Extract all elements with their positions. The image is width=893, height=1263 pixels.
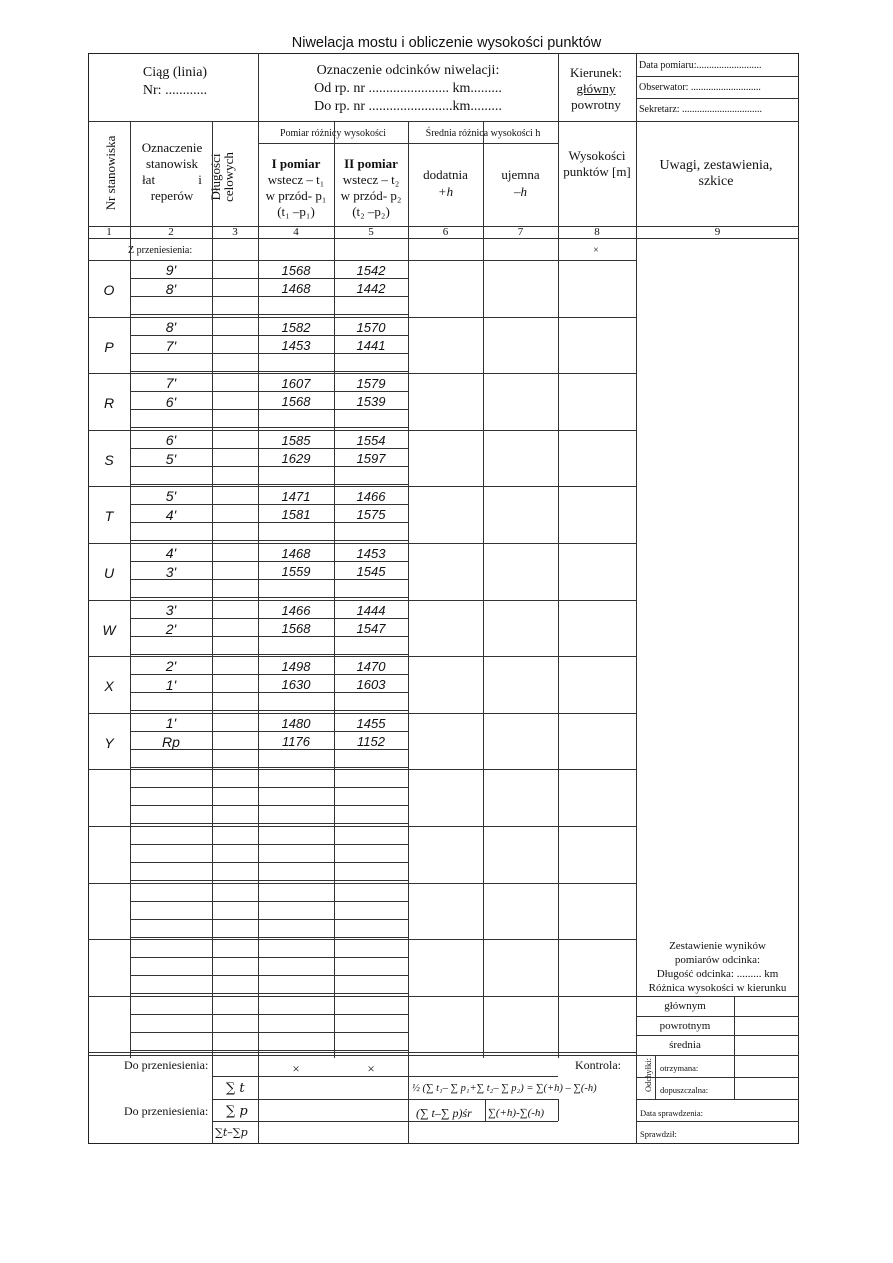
do-przeniesienia-mark-4: × (292, 1061, 300, 1076)
grid-line (408, 1121, 558, 1122)
measurement-value: 1466 (356, 489, 386, 505)
station-nr: P (104, 338, 114, 355)
grid-line (483, 121, 484, 1058)
measurement-value: 1581 (281, 507, 311, 523)
measurement-value: 1176 (282, 733, 310, 749)
measurement-value: 1582 (281, 319, 311, 335)
summary-powrotnym: powrotnym (659, 1020, 711, 1032)
grid-line (636, 1077, 799, 1078)
kierunek-label: Kierunek: (570, 65, 622, 80)
grid-line (212, 121, 213, 1058)
grid-line (88, 656, 636, 657)
station-point: 8' (165, 281, 177, 297)
station-point: Rp (162, 733, 180, 750)
measurement-value: 1539 (356, 394, 386, 410)
measurement-value: 1585 (281, 432, 311, 448)
station-point: 3' (165, 564, 177, 580)
grid-line (130, 937, 408, 938)
grid-line (130, 674, 408, 675)
measurement-value: 1441 (356, 337, 386, 353)
station-nr: R (103, 395, 115, 412)
measurement-value: 1444 (356, 602, 386, 618)
grid-line (334, 121, 335, 1058)
grid-line (88, 317, 636, 318)
station-point: 2' (165, 658, 177, 675)
grid-line (130, 371, 408, 372)
measurement-value: 1597 (356, 450, 386, 466)
measurement-value: 1152 (357, 733, 385, 749)
grid-line (130, 919, 408, 920)
grid-line (130, 731, 408, 732)
station-point: 7' (165, 337, 177, 354)
station-point: 4' (165, 507, 177, 524)
col-wysokosci: Wysokości punktów [m] (563, 148, 631, 179)
measurement-value: 1545 (356, 564, 386, 579)
leveling-form (88, 53, 799, 1144)
grid-line (88, 883, 636, 884)
grid-line (130, 278, 408, 279)
col-dodatnia: dodatnia (423, 167, 468, 182)
station-point: 6' (165, 394, 177, 411)
odcinki-title: Oznaczenie odcinków niwelacji: (316, 63, 500, 78)
station-point: 9' (165, 262, 177, 278)
measurement-value: 1471 (281, 489, 311, 505)
col-oznaczenie (130, 140, 214, 204)
col-i-pomiar-l2: w przód- p₁ (265, 188, 327, 203)
do-przeniesienia-label-1: Do przeniesienia: (124, 1058, 209, 1072)
grid-line (558, 121, 559, 1058)
col-i-pomiar-l3: (t₁ –p₁) (277, 204, 315, 219)
kontrola-label: Kontrola: (575, 1058, 621, 1072)
station-point: 3' (165, 601, 177, 618)
col-uwagi: Uwagi, zestawienia, szkice (659, 158, 773, 189)
sprawdzil-label: Sprawdził: (640, 1129, 677, 1139)
col-ujemna: ujemna (501, 167, 540, 182)
sum-t: ∑ t (226, 1081, 245, 1096)
grid-line (88, 373, 636, 374)
measurement-value: 1568 (281, 620, 311, 636)
measurement-value: 1480 (281, 715, 311, 731)
grid-line (88, 826, 636, 827)
station-point: 1' (165, 714, 177, 731)
measurement-value: 1498 (281, 659, 311, 675)
ciag-nr: Nr: ............ (142, 83, 208, 98)
station-nr: X (104, 678, 114, 695)
grid-line (130, 767, 408, 768)
control-formula-2b: ∑(+h)-∑(-h) (488, 1107, 545, 1119)
sum-p: ∑ p (226, 1104, 248, 1119)
do-przeniesienia-mark-5: × (367, 1061, 375, 1076)
grid-line (88, 121, 799, 122)
grid-line (130, 805, 408, 806)
col-dodatnia-sign: +h (437, 184, 454, 199)
col-ii-pomiar-l2: w przód- p₂ (340, 188, 402, 203)
grid-line (636, 1035, 799, 1036)
measurement-value: 1470 (356, 659, 386, 675)
page-title: Niwelacja mostu i obliczenie wysokości punktów (291, 35, 602, 51)
station-point: 5' (165, 488, 177, 505)
column-number: 5 (368, 226, 374, 238)
col-ii-pomiar-l1: wstecz – t₂ (342, 172, 400, 187)
kierunek-powrotny: powrotny (571, 97, 621, 112)
grid-line (88, 769, 636, 770)
measurement-value: 1629 (281, 450, 311, 466)
otrzymana-label: otrzymana: (660, 1063, 699, 1073)
measurement-value: 1468 (281, 546, 311, 561)
col-nr-stanowiska: Nr stanowiska (103, 135, 118, 211)
ciag-label: Ciąg (linia) (142, 65, 208, 80)
pomiar-group-header: Pomiar różnicy wysokości (279, 128, 387, 139)
grid-line (130, 618, 408, 619)
grid-line (636, 996, 799, 997)
grid-line (130, 975, 408, 976)
col-ii-pomiar-l3: (t₂ –p₂) (352, 204, 390, 219)
grid-line (130, 314, 408, 315)
measurement-value: 1607 (281, 376, 311, 392)
grid-line (130, 484, 408, 485)
station-nr: T (104, 508, 114, 525)
measurement-value: 1568 (281, 263, 311, 278)
station-nr: W (102, 621, 116, 638)
grid-line (130, 504, 408, 505)
column-number: 3 (232, 226, 238, 238)
measurement-value: 1442 (356, 281, 386, 296)
grid-line (558, 53, 559, 121)
measurement-value: 1468 (281, 281, 311, 296)
summary-l4: Różnica wysokości w kierunku (648, 982, 787, 994)
measurement-value: 1466 (281, 602, 311, 618)
sum-t-minus-p: ∑t–∑p (215, 1126, 248, 1139)
station-point: 4' (165, 545, 177, 561)
z-przeniesienia-label: Z przeniesienia: (128, 245, 193, 256)
summary-glownym: głównym (664, 1000, 706, 1012)
grid-line (130, 787, 408, 788)
grid-line (88, 260, 636, 261)
measurement-value: 1554 (356, 432, 386, 448)
grid-line (130, 561, 408, 562)
column-number: 9 (714, 226, 721, 238)
station-point: 6' (165, 431, 177, 448)
grid-line (130, 862, 408, 863)
grid-line (130, 448, 408, 449)
station-point: 1' (165, 677, 177, 694)
grid-line (636, 98, 799, 99)
grid-line (130, 1032, 408, 1033)
measurement-value: 1568 (281, 394, 311, 410)
grid-line (636, 121, 637, 1058)
grid-line (408, 1099, 558, 1100)
measurement-value: 1630 (281, 677, 311, 693)
station-point: 2' (165, 620, 177, 637)
grid-line (88, 939, 636, 940)
measurement-value: 1579 (356, 376, 386, 392)
grid-line (130, 427, 408, 428)
grid-line (130, 335, 408, 336)
measurement-value: 1542 (356, 263, 386, 278)
grid-line (88, 430, 636, 431)
grid-line (88, 226, 799, 227)
grid-line (130, 880, 408, 881)
do-rp: Do rp. nr ........................km......... (314, 99, 502, 114)
measurement-value: 1547 (356, 620, 386, 636)
control-formula-1: ½ (∑ t₁– ∑ p₁+∑ t₂– ∑ p₂) = ∑(+h) – ∑(-h) (412, 1083, 597, 1094)
grid-line (636, 53, 637, 121)
col-i-pomiar-title: I pomiar (271, 156, 321, 171)
grid-line (258, 53, 259, 121)
grid-line (88, 238, 799, 239)
grid-line (130, 710, 408, 711)
dopuszczalna-label: dopuszczalna: (660, 1085, 709, 1095)
col-oznaczenie-text: Oznaczenie stanowisk łat i reperów (141, 140, 203, 203)
grid-line (130, 957, 408, 958)
measurement-value: 1453 (356, 546, 386, 561)
grid-line (636, 1099, 799, 1100)
grid-line (130, 993, 408, 994)
summary-srednia: średnia (669, 1039, 701, 1051)
grid-line (212, 1121, 408, 1122)
grid-line (130, 1014, 408, 1015)
data-pomiaru-field: Data pomiaru:.......................... (639, 60, 762, 71)
grid-line (88, 1055, 799, 1056)
obserwator-field: Obserwator: ............................ (639, 82, 761, 93)
kierunek-glowny: główny (576, 81, 616, 96)
grid-line (88, 486, 636, 487)
grid-line (130, 901, 408, 902)
grid-line (130, 823, 408, 824)
column-number: 8 (594, 226, 600, 238)
measurement-value: 1603 (356, 677, 386, 693)
od-rp: Od rp. nr ....................... km......... (314, 81, 502, 96)
grid-line (734, 1055, 735, 1099)
measurement-value: 1455 (356, 715, 386, 731)
column-number: 7 (517, 226, 524, 238)
sekretarz-field: Sekretarz: ................................ (639, 104, 763, 115)
grid-line (258, 121, 259, 1058)
grid-line (88, 713, 636, 714)
grid-line (130, 1050, 408, 1051)
station-nr: Y (104, 734, 114, 751)
summary-l3: Długość odcinka: ......... km (656, 968, 779, 980)
column-number: 6 (442, 226, 449, 238)
grid-line (88, 543, 636, 544)
grid-line (130, 540, 408, 541)
odchylki-label: Odchyłki: (643, 1058, 653, 1092)
measurement-value: 1453 (281, 337, 311, 353)
do-przeniesienia-label-2: Do przeniesienia: (124, 1104, 209, 1118)
z-przeniesienia-mark: × (593, 245, 599, 256)
grid-line (485, 1099, 486, 1121)
grid-line (636, 1121, 799, 1122)
grid-line (88, 996, 636, 997)
grid-line (130, 654, 408, 655)
station-point: 7' (165, 375, 177, 392)
grid-line (558, 1099, 559, 1121)
grid-line (130, 597, 408, 598)
grid-line (636, 1016, 799, 1017)
grid-line (130, 844, 408, 845)
grid-line (734, 996, 735, 1055)
col-dlugosci: Długości celowych (208, 152, 236, 202)
measurement-value: 1570 (356, 319, 386, 335)
grid-line (88, 600, 636, 601)
grid-line (130, 391, 408, 392)
grid-line (636, 76, 799, 77)
col-ujemna-sign: –h (514, 184, 527, 199)
measurement-value: 1559 (281, 564, 311, 579)
summary-l2: pomiarów odcinka: (674, 954, 761, 966)
srednia-group-header: Średnia różnica wysokości h (425, 128, 541, 139)
measurement-value: 1575 (356, 507, 386, 523)
summary-l1: Zestawienie wyników (669, 940, 766, 952)
grid-line (408, 121, 409, 1058)
grid-line (212, 1076, 558, 1077)
data-sprawdzenia-label: Data sprawdzenia: (640, 1108, 704, 1118)
grid-line (212, 1099, 408, 1100)
column-number: 1 (106, 226, 112, 238)
col-ii-pomiar-title: II pomiar (344, 156, 398, 171)
station-nr: O (103, 282, 115, 298)
column-number: 4 (293, 226, 299, 238)
grid-line (88, 1052, 636, 1053)
col-i-pomiar-l1: wstecz – t₁ (267, 172, 325, 187)
column-number: 2 (168, 226, 174, 238)
control-formula-2a: (∑ t–∑ p)śr (416, 1106, 472, 1120)
station-nr: U (103, 565, 115, 581)
station-point: 5' (165, 450, 177, 467)
grid-line (258, 143, 558, 144)
station-point: 8' (165, 318, 177, 335)
station-nr: S (104, 451, 114, 468)
